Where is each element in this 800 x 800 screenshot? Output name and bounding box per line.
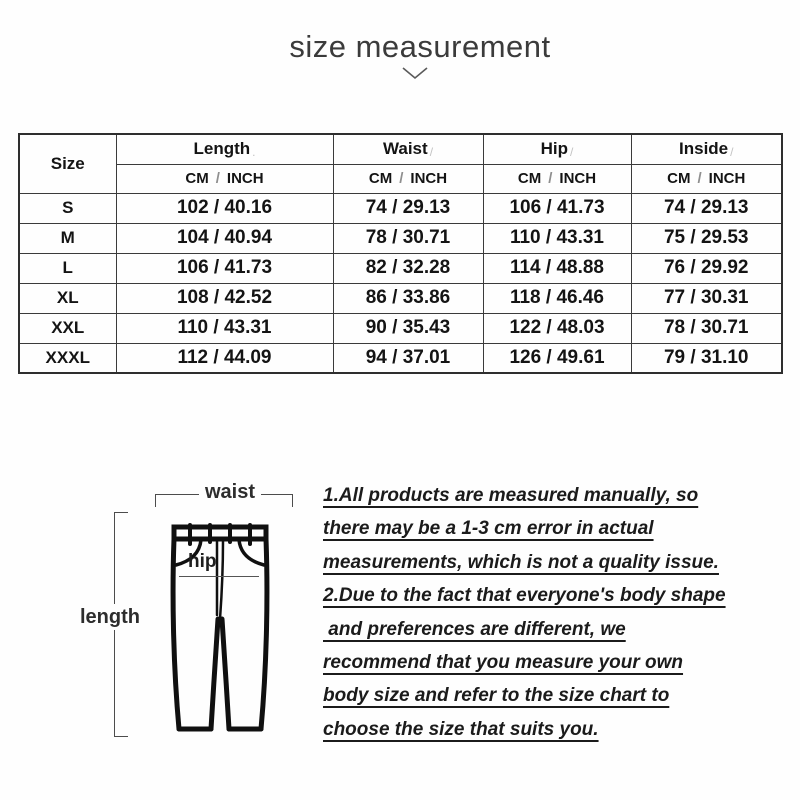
- length-label: length: [75, 604, 145, 630]
- note-line: body size and refer to the size chart to: [323, 685, 670, 707]
- size-value: XXXL: [19, 343, 116, 373]
- inside-value: 74 / 29.13: [631, 193, 782, 223]
- note-line: recommend that you measure your own: [323, 652, 684, 674]
- table-row-xxxl: [19, 343, 782, 373]
- length-value: 102 / 40.16: [116, 193, 333, 223]
- inside-value: 75 / 29.53: [631, 223, 782, 253]
- chevron-down-icon: [401, 66, 429, 80]
- column-header-waist: Waist /: [333, 134, 483, 164]
- inside-value: 78 / 30.71: [631, 313, 782, 343]
- length-value: 104 / 40.94: [116, 223, 333, 253]
- size-column-header: Size: [19, 134, 116, 193]
- units-cell: CM / INCH: [333, 164, 483, 193]
- waist-value: 74 / 29.13: [333, 193, 483, 223]
- ghost-mark: /: [730, 145, 734, 160]
- note-line: there may be a 1-3 cm error in actual: [323, 518, 654, 540]
- waist-label: waist: [199, 481, 261, 503]
- waist-value: 86 / 33.86: [333, 283, 483, 313]
- hip-value: 122 / 48.03: [483, 313, 631, 343]
- size-value: L: [19, 253, 116, 283]
- size-value: M: [19, 223, 116, 253]
- notes-section: [323, 479, 763, 746]
- ghost-mark: .: [252, 145, 256, 160]
- hip-value: 126 / 49.61: [483, 343, 631, 373]
- table-header-row: [19, 134, 782, 164]
- column-header-length: Length .: [116, 134, 333, 164]
- inside-value: 77 / 30.31: [631, 283, 782, 313]
- hip-value: 118 / 46.46: [483, 283, 631, 313]
- waist-value: 82 / 32.28: [333, 253, 483, 283]
- note-line: measurements, which is not a quality issue.: [323, 551, 719, 573]
- units-cell: CM / INCH: [483, 164, 631, 193]
- pants-outline-icon: [170, 523, 270, 733]
- size-value: S: [19, 193, 116, 223]
- units-cell: CM / INCH: [631, 164, 782, 193]
- table-row-l: [19, 253, 782, 283]
- note-line: 1.All products are measured manually, so: [323, 485, 699, 506]
- hip-line: [179, 576, 259, 577]
- ghost-mark: /: [429, 145, 434, 160]
- page-title: size measurement: [289, 29, 551, 64]
- units-row: [19, 164, 782, 193]
- table-row-m: [19, 223, 782, 253]
- ghost-mark: /: [570, 145, 574, 160]
- note-line: choose the size that suits you.: [323, 718, 599, 740]
- inside-value: 79 / 31.10: [631, 343, 782, 373]
- table-row-xl: [19, 283, 782, 313]
- size-value: XL: [19, 283, 116, 313]
- column-header-hip: Hip /: [483, 134, 631, 164]
- waist-value: 94 / 37.01: [333, 343, 483, 373]
- page-header: [20, 30, 800, 64]
- inside-value: 76 / 29.92: [631, 253, 782, 283]
- hip-label: hip: [188, 551, 217, 572]
- size-measurement-table: [18, 133, 783, 374]
- length-value: 108 / 42.52: [116, 283, 333, 313]
- measurement-diagram: [60, 478, 312, 768]
- table-row-xxl: [19, 313, 782, 343]
- table-row-s: [19, 193, 782, 223]
- column-header-inside: Inside /: [631, 134, 782, 164]
- hip-value: 110 / 43.31: [483, 223, 631, 253]
- length-value: 106 / 41.73: [116, 253, 333, 283]
- note-line: and preferences are different, we: [323, 618, 626, 640]
- waist-value: 78 / 30.71: [333, 223, 483, 253]
- units-cell: CM / INCH: [116, 164, 333, 193]
- size-value: XXL: [19, 313, 116, 343]
- hip-value: 106 / 41.73: [483, 193, 631, 223]
- length-value: 112 / 44.09: [116, 343, 333, 373]
- length-value: 110 / 43.31: [116, 313, 333, 343]
- hip-value: 114 / 48.88: [483, 253, 631, 283]
- note-line: 2.Due to the fact that everyone's body shape: [323, 585, 726, 607]
- waist-value: 90 / 35.43: [333, 313, 483, 343]
